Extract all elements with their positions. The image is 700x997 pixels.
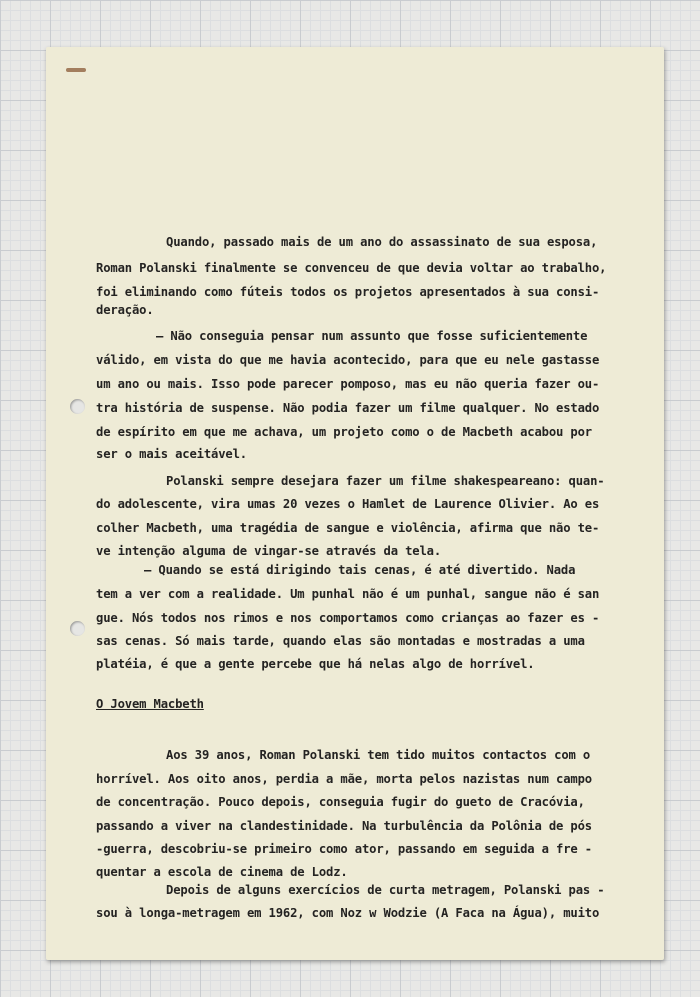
- text-line: platéia, é que a gente percebe que há nelas algo de horrível.: [96, 657, 535, 671]
- text-line: Aos 39 anos, Roman Polanski tem tido muitos contactos com o: [166, 748, 591, 762]
- text-line: horrível. Aos oito anos, perdia a mãe, morta pelos nazistas num campo: [96, 772, 592, 786]
- text-line: do adolescente, vira umas 20 vezes o Hamlet de Laurence Olivier. Ao es: [96, 497, 600, 511]
- text-line: tem a ver com a realidade. Um punhal não é um punhal, sangue não é san: [96, 587, 600, 601]
- text-line: Depois de alguns exercícios de curta metragem, Polanski pas -: [166, 883, 605, 897]
- text-line: de espírito em que me achava, um projeto como o de Macbeth acabou por: [96, 425, 592, 439]
- text-line: um ano ou mais. Isso pode parecer pomposo, mas eu não queria fazer ou-: [96, 377, 600, 391]
- rust-stain: [66, 68, 86, 72]
- text-line: foi eliminando como fúteis todos os projetos apresentados à sua consi-: [96, 285, 600, 299]
- text-line: de concentração. Pouco depois, conseguia fugir do gueto de Cracóvia,: [96, 795, 585, 809]
- text-line: gue. Nós todos nos rimos e nos comportamos como crianças ao fazer es -: [96, 611, 600, 625]
- text-line: sas cenas. Só mais tarde, quando elas são montadas e mostradas a uma: [96, 634, 585, 648]
- punch-hole-top: [70, 399, 85, 414]
- text-line: ve intenção alguma de vingar-se através da tela.: [96, 544, 441, 558]
- text-line: passando a viver na clandestinidade. Na turbulência da Polônia de pós: [96, 819, 592, 833]
- text-line: ser o mais aceitável.: [96, 447, 247, 461]
- text-line: Roman Polanski finalmente se convenceu de que devia voltar ao trabalho,: [96, 261, 607, 275]
- punch-hole-bottom: [70, 621, 85, 636]
- text-line: -guerra, descobriu-se primeiro como ator, passando em seguida a fre -: [96, 842, 592, 856]
- text-line: — Não conseguia pensar num assunto que fosse suficientemente: [156, 329, 588, 343]
- text-line: quentar a escola de cinema de Lodz.: [96, 865, 348, 879]
- text-line: Polanski sempre desejara fazer um filme shakespeareano: quan-: [166, 474, 605, 488]
- text-line: tra história de suspense. Não podia fazer um filme qualquer. No estado: [96, 401, 600, 415]
- text-line: válido, em vista do que me havia acontecido, para que eu nele gastasse: [96, 353, 600, 367]
- text-line: colher Macbeth, uma tragédia de sangue e violência, afirma que não te-: [96, 521, 600, 535]
- section-heading: O Jovem Macbeth: [96, 697, 204, 711]
- text-line: sou à longa-metragem em 1962, com Noz w Wodzie (A Faca na Água), muito: [96, 906, 600, 920]
- text-line: Quando, passado mais de um ano do assassinato de sua esposa,: [166, 235, 598, 249]
- text-line: deração.: [96, 303, 154, 317]
- text-line: — Quando se está dirigindo tais cenas, é até divertido. Nada: [144, 563, 576, 577]
- typewritten-page: [46, 47, 664, 960]
